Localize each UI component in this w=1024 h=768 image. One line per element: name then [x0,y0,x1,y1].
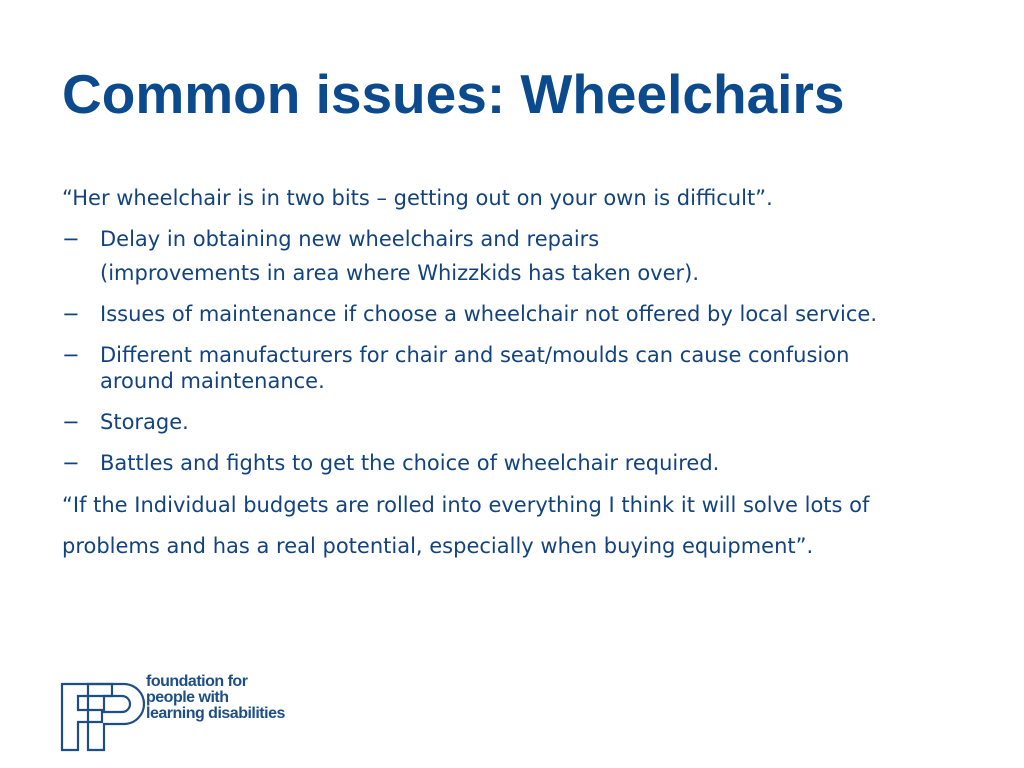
slide-body [62,185,972,567]
bullet-dash: − [62,410,80,434]
logo-text [146,674,285,722]
bullet-item [62,409,972,435]
logo-line-2: people with [146,689,229,706]
logo-line-3: learning disabilities [146,705,285,722]
bullet-item [62,342,972,394]
opening-quote: “Her wheelchair is in two bits – getting out on your own is difficult”. [62,186,773,210]
bullet-dash: − [62,451,80,475]
bullet-dash: − [62,343,80,367]
bullet-text: Delay in obtaining new wheelchairs and repairs [100,227,600,251]
slide-title: Common issues: Wheelchairs [62,63,845,125]
bullet-text: Battles and fights to get the choice of wheelchair required. [100,451,720,475]
bullet-text: Storage. [100,410,189,434]
bullet-item [62,226,972,286]
bullet-text: Different manufacturers for chair and seat/moulds can cause confusion [100,343,850,367]
bullet-item [62,301,972,327]
logo-line-1: foundation for [146,673,248,690]
bullet-dash: − [62,302,80,326]
closing-quote: “If the Individual budgets are rolled into everything I think it will solve lots of problems and has a real potential, especially when buying equipment”. [62,493,870,558]
bullet-text-continued: around maintenance. [100,369,325,393]
bullet-item [62,450,972,476]
bullet-dash: − [62,227,80,251]
bullet-text: Issues of maintenance if choose a wheelchair not offered by local service. [100,302,877,326]
bullet-text-continued: (improvements in area where Whizzkids has taken over). [100,261,700,285]
